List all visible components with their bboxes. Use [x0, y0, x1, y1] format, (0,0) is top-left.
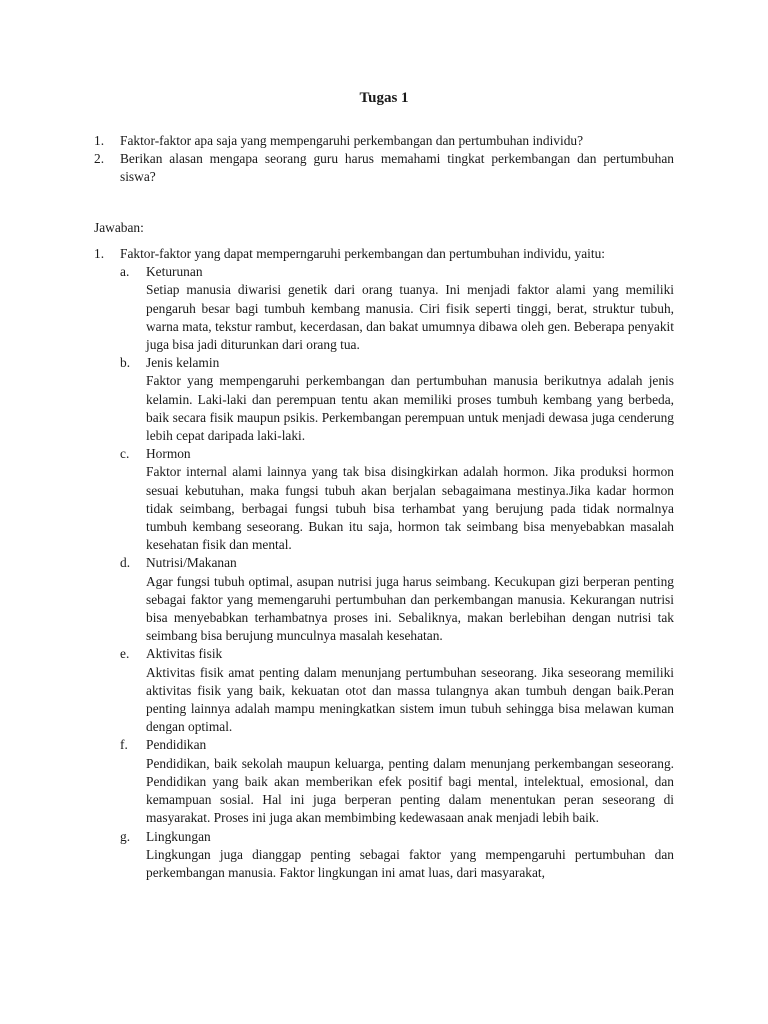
answers-label: Jawaban:: [94, 220, 144, 235]
factor-item: [120, 736, 674, 827]
factor-letter: c.: [120, 446, 130, 462]
factor-item: [120, 445, 674, 554]
factor-heading: Hormon: [146, 446, 191, 462]
answer-item: [94, 245, 674, 882]
factor-letter: f.: [120, 737, 128, 753]
question-number: 2.: [94, 151, 105, 167]
factor-letter: a.: [120, 264, 130, 280]
factor-description: Faktor internal alami lainnya yang tak bisa disingkirkan adalah hormon. Jika produksi hormon sesuai kebutuhan, maka fungsi tubuh akan berjalan sebagaimana mestinya.Jika kadar hormon tidak seimbang, berbagai fungsi tubuh bisa terhambat yang berujung pada tidak normalnya tumbuh kembang seseorang. Bukan itu saja, hormon tak seimbang bisa menyebabkan masalah kesehatan fisik dan mental.: [146, 464, 674, 553]
factor-letter: e.: [120, 646, 130, 662]
factor-item: [120, 354, 674, 445]
factor-description: Setiap manusia diwarisi genetik dari orang tuanya. Ini menjadi faktor alami yang memiliki pengaruh besar bagi tumbuh kembang manusia. Ciri fisik seperti tinggi, berat, struktur tubuh, warna mata, tekstur rambut, kecerdasan, dan bakat umumnya dibawa oleh gen. Beberapa penyakit juga bisa jadi diturunkan dari orang tua.: [146, 282, 674, 353]
factor-heading: Keturunan: [146, 264, 203, 280]
factor-letter: b.: [120, 355, 131, 371]
question-item: [94, 150, 674, 186]
question-list: [94, 132, 674, 187]
document-title: Tugas 1: [359, 90, 409, 106]
factor-heading: Lingkungan: [146, 828, 211, 844]
factor-item: [120, 645, 674, 736]
factor-description: Agar fungsi tubuh optimal, asupan nutrisi juga harus seimbang. Kecukupan gizi berperan penting sebagai faktor yang memengaruhi pertumbuhan dan perkembangan manusia. Kekurangan nutrisi bisa menyebabkan terhambatnya proses ini. Sebaliknya, makan berlebihan dengan nutrisi tak seimbang bisa berujung munculnya masalah kesehatan.: [146, 573, 674, 644]
factor-letter: g.: [120, 828, 131, 844]
question-text: Berikan alasan mengapa seorang guru harus memahami tingkat perkembangan dan pertumbuhan siswa?: [120, 151, 674, 185]
factor-item: [120, 263, 674, 354]
factor-letter: d.: [120, 555, 131, 571]
factor-heading: Nutrisi/Makanan: [146, 555, 237, 571]
question-item: [94, 132, 674, 150]
answer-number: 1.: [94, 246, 105, 261]
factor-item: [120, 554, 674, 645]
question-text: Faktor-faktor apa saja yang mempengaruhi perkembangan dan pertumbuhan individu?: [120, 133, 584, 148]
answer-list: [94, 245, 674, 882]
factor-item: [120, 828, 674, 883]
factor-heading: Aktivitas fisik: [146, 646, 223, 662]
factor-description: Lingkungan juga dianggap penting sebagai faktor yang mempengaruhi pertumbuhan dan perkembangan manusia. Faktor lingkungan ini amat luas, dari masyarakat,: [146, 846, 674, 880]
factor-heading: Pendidikan: [146, 737, 207, 753]
factor-heading: Jenis kelamin: [146, 355, 220, 371]
question-number: 1.: [94, 133, 105, 148]
factor-description: Aktivitas fisik amat penting dalam menunjang pertumbuhan seseorang. Jika seseorang memiliki aktivitas fisik yang baik, kekuatan otot dan massa tulangnya akan tumbuh dengan baik.Peran penting lainnya adalah mampu meningkatkan sistem imun tubuh sehingga bisa melawan kuman dengan optimal.: [146, 664, 674, 735]
answer-intro: Faktor-faktor yang dapat memperngaruhi perkembangan dan pertumbuhan individu, yaitu:: [120, 246, 605, 261]
factor-description: Pendidikan, baik sekolah maupun keluarga, penting dalam menunjang perkembangan seseorang. Pendidikan yang baik akan memberikan efek positif bagi mental, intelektual, emosional, dan kemampuan sosial. Hal ini juga berperan penting dalam menentukan peran seseorang di masyarakat. Proses ini juga akan membimbing kedewasaan anak menjadi lebih baik.: [146, 755, 674, 826]
factor-description: Faktor yang mempengaruhi perkembangan dan pertumbuhan manusia berikutnya adalah jenis kelamin. Laki-laki dan perempuan tentu akan memiliki proses tumbuh kembang yang berbeda, baik secara fisik maupun psikis. Perkembangan perempuan untuk menjadi dewasa juga cenderung lebih cepat daripada laki-laki.: [146, 373, 674, 444]
